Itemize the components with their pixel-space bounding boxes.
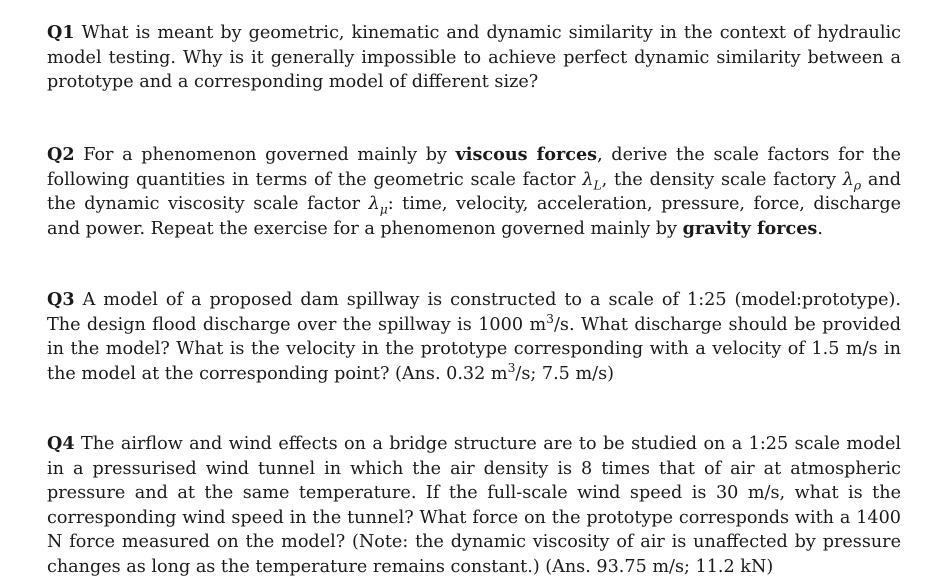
- lambda-mu-subscript: μ: [379, 202, 388, 217]
- lambda-L-symbol: [582, 169, 602, 193]
- question-1-text: What is meant by geometric, kinematic and dynamic similarity in the context of hydraulic model testing. Why is it generally impossible to achieve perfect dynamic similarity between a prototype and a corresponding model of different size?: [47, 23, 901, 92]
- question-4: [47, 432, 901, 579]
- question-1-number: Q1: [47, 22, 75, 43]
- question-2-viscous-forces: viscous forces: [455, 144, 598, 165]
- question-3-text-1: A model of a proposed dam spillway is constructed to a scale of 1:25 (model:prototype). The design flood discharge over the spillway is 1000 m: [47, 290, 901, 335]
- question-3: [47, 288, 901, 386]
- question-4-number: Q4: [47, 433, 75, 454]
- question-2-text-2: , derive the scale factors for the following quantities in terms of the geometric scale factor: [47, 145, 902, 190]
- lambda-L-letter: λ: [582, 169, 594, 190]
- lambda-mu-symbol: [368, 194, 388, 217]
- question-2-text-4: and the dynamic viscosity scale factor: [47, 169, 902, 214]
- lambda-rho-letter: λ: [842, 169, 854, 190]
- question-2-text-6: .: [817, 218, 823, 239]
- question-3-cubed-2: 3: [507, 360, 516, 375]
- lambda-L-subscript: L: [593, 178, 602, 193]
- question-3-text-3: /s; 7.5 m/s): [515, 363, 614, 384]
- question-2-number: Q2: [47, 144, 75, 165]
- question-4-text: The airflow and wind effects on a bridge structure are to be studied on a 1:25 scale model in a pressurised wind tunnel in which the air density is 8 times that of air at atmospheric pressure and at the same temperature. If the full-scale wind speed is 30 m/s, what is the corresponding wind speed in the tunnel? What force on the prototype corresponds with a 1400 N force measured on the model? (Note: the dynamic viscosity of air is unaffected by pressure changes as long as the temperature remains constant.) (Ans. 93.75 m/s; 11.2 kN): [47, 434, 901, 577]
- question-3-cubed-1: 3: [546, 311, 554, 326]
- question-2: [47, 143, 901, 241]
- lambda-rho-subscript: ρ: [853, 178, 862, 193]
- question-2-text-1: For a phenomenon governed mainly by: [83, 145, 447, 165]
- lambda-rho-symbol: [842, 169, 862, 193]
- question-2-text-5: : time, velocity, acceleration, pressure, force, discharge and power. Repeat the exercise for a phenomenon governed mainly by: [47, 194, 901, 239]
- question-2-gravity-forces: gravity forces: [682, 217, 818, 239]
- question-1: [47, 21, 901, 95]
- lambda-mu-letter: λ: [368, 194, 380, 214]
- question-2-text-3: , the density scale factory: [601, 169, 837, 190]
- question-3-text-2: /s. What discharge should be provided in the model? What is the velocity in the prototype corresponding with a velocity of 1.5 m/s in the model at the corresponding point? (Ans. 0.32 m: [47, 314, 901, 384]
- question-3-number: Q3: [47, 289, 75, 310]
